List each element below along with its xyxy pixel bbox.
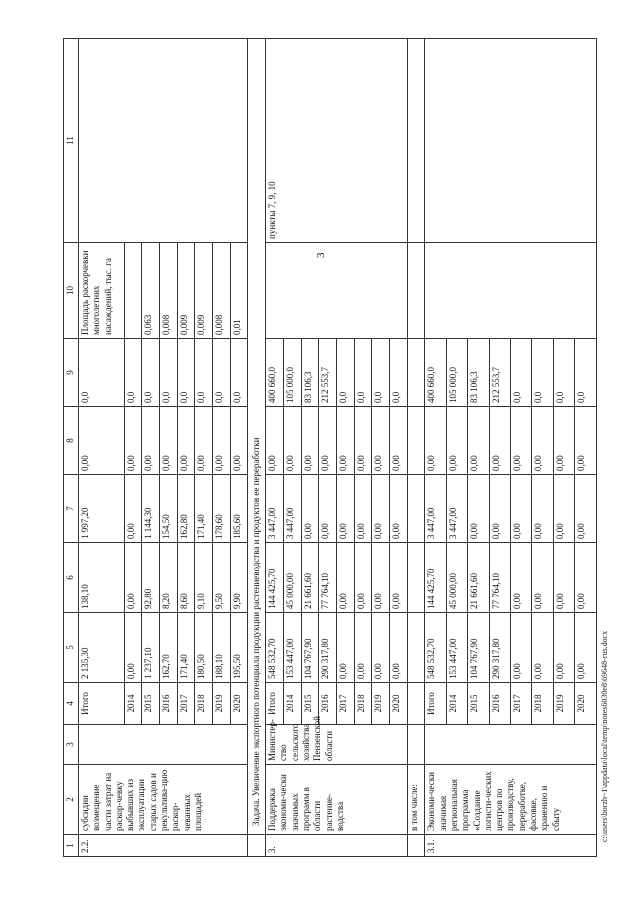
value-cell: 290 317,80	[489, 613, 510, 683]
col-header: 5	[64, 613, 79, 683]
value-cell: 0,00	[389, 407, 407, 475]
value-cell: 0,0	[354, 339, 372, 407]
value-cell: 0,00	[213, 407, 231, 475]
value-cell: 162,70	[160, 613, 178, 683]
value-cell: 154,50	[160, 475, 178, 543]
value-cell: 153 447,00	[446, 613, 467, 683]
indicator-cell: 0,009	[177, 243, 195, 339]
year-cell: 2015	[142, 683, 160, 725]
year-cell: 2018	[195, 683, 213, 725]
empty-cell	[407, 543, 425, 613]
year-cell: 2014	[283, 683, 301, 725]
col-header: 2	[64, 765, 79, 835]
value-cell: 45 000,00	[446, 543, 467, 613]
value-cell: 138,10	[79, 543, 125, 613]
value-cell: 0,00	[319, 475, 337, 543]
value-cell: 162,80	[177, 475, 195, 543]
value-cell: 1 144,30	[142, 475, 160, 543]
value-cell: 180,50	[195, 613, 213, 683]
year-cell: 2015	[468, 683, 489, 725]
value-cell: 0,0	[389, 339, 407, 407]
col-header: 4	[64, 683, 79, 725]
task-row	[248, 39, 266, 857]
value-cell: 0,00	[553, 475, 574, 543]
empty-cell	[407, 475, 425, 543]
year-cell: 2015	[301, 683, 319, 725]
value-cell: 0,00	[468, 407, 489, 475]
value-cell: 178,60	[213, 475, 231, 543]
year-cell: 2016	[489, 683, 510, 725]
value-cell: 0,00	[372, 407, 390, 475]
indicator-cell: 0,008	[160, 243, 178, 339]
value-cell: 0,00	[124, 543, 142, 613]
value-cell: 21 661,60	[301, 543, 319, 613]
value-cell: 0,00	[79, 407, 125, 475]
item-name: Поддержка экономи-чески значимых программ в области растение-водства	[266, 765, 408, 835]
item-name: субсидии возмещение части затрат на раскор-чевку выбывших из эксплуатации старых садов и рекультива-цию раскор-чеванных площадей	[79, 765, 248, 835]
value-cell: 0,00	[354, 613, 372, 683]
year-cell: 2014	[446, 683, 467, 725]
indicator-cell: Площадь раскорчевки многолетних насаждений, тыс. га	[79, 243, 125, 339]
value-cell: 144 425,70	[266, 543, 284, 613]
program-table	[63, 38, 597, 857]
value-cell: 0,00	[489, 475, 510, 543]
value-cell: 0,00	[425, 407, 446, 475]
year-cell: 2016	[319, 683, 337, 725]
value-cell: 0,00	[336, 543, 354, 613]
value-cell: 104 767,90	[468, 613, 489, 683]
value-cell: 0,00	[301, 475, 319, 543]
value-cell: 0,00	[142, 407, 160, 475]
value-cell: 3 447,00	[283, 475, 301, 543]
value-cell: 1 237,10	[142, 613, 160, 683]
empty-cell	[407, 725, 425, 765]
value-cell: 400 660,0	[425, 339, 446, 407]
value-cell: 105 000,0	[446, 339, 467, 407]
value-cell: 171,40	[177, 613, 195, 683]
col-header: 10	[64, 243, 79, 339]
value-cell: 0,00	[124, 407, 142, 475]
col-header: 6	[64, 543, 79, 613]
year-cell: 2017	[177, 683, 195, 725]
value-cell: 77 764,10	[319, 543, 337, 613]
year-cell: 2019	[372, 683, 390, 725]
value-cell: 0,00	[575, 407, 597, 475]
empty-cell	[407, 39, 425, 243]
value-cell: 0,00	[511, 407, 532, 475]
year-cell: Итого	[79, 683, 125, 725]
value-cell: 0,00	[301, 407, 319, 475]
column-number-row	[64, 39, 79, 857]
value-cell: 0,00	[511, 543, 532, 613]
item-name: Экономи-чески значимая региональная программа «Создание логисти-ческих центров по производству, переработке, фасовке, хранению и сбыту	[425, 765, 597, 835]
executor-cell	[425, 725, 597, 765]
year-cell: 2016	[160, 683, 178, 725]
value-cell: 0,00	[372, 613, 390, 683]
value-cell: 0,00	[195, 407, 213, 475]
executor-cell	[79, 725, 248, 765]
col-header: 9	[64, 339, 79, 407]
item-number: 3.1.	[425, 835, 597, 857]
note-cell	[425, 39, 597, 243]
task-heading: Задача. Увеличение экспортного потенциала продукции растениеводства и продуктов ее переработки	[248, 39, 266, 835]
value-cell: 185,60	[230, 475, 248, 543]
value-cell: 9,50	[213, 543, 231, 613]
item-number: 3.	[266, 835, 408, 857]
page-number: 3	[315, 252, 327, 258]
value-cell: 0,00	[553, 613, 574, 683]
note-cell: пункты 7, 9, 10	[266, 39, 408, 243]
value-cell: 77 764,10	[489, 543, 510, 613]
subtotal-label-row	[407, 39, 425, 857]
year-cell: 2019	[213, 683, 231, 725]
value-cell: 21 661,60	[468, 543, 489, 613]
value-cell: 0,00	[389, 475, 407, 543]
value-cell: 2 135,30	[79, 613, 125, 683]
rotated-table-page	[63, 39, 597, 857]
value-cell: 0,0	[160, 339, 178, 407]
col-header: 3	[64, 725, 79, 765]
value-cell: 0,0	[230, 339, 248, 407]
value-cell: 83 106,3	[301, 339, 319, 407]
year-cell: Итого	[266, 683, 284, 725]
executor-cell: Министер-ство сельского хозяйства Пензенской области	[266, 725, 408, 765]
value-cell: 188,10	[213, 613, 231, 683]
value-cell: 0,0	[124, 339, 142, 407]
year-cell: 2018	[532, 683, 553, 725]
col-header: 8	[64, 407, 79, 475]
value-cell: 0,0	[177, 339, 195, 407]
value-cell: 171,40	[195, 475, 213, 543]
value-cell: 105 000,0	[283, 339, 301, 407]
value-cell: 0,0	[79, 339, 125, 407]
table-row	[425, 39, 446, 857]
year-cell: 2020	[230, 683, 248, 725]
in-total-label: в том числе:	[407, 765, 425, 835]
value-cell: 8,20	[160, 543, 178, 613]
value-cell: 0,00	[336, 407, 354, 475]
item-number: 2.2.	[79, 835, 248, 857]
value-cell: 0,00	[468, 475, 489, 543]
value-cell: 3 447,00	[446, 475, 467, 543]
value-cell: 9,10	[195, 543, 213, 613]
value-cell: 1 997,20	[79, 475, 125, 543]
table-row	[79, 39, 125, 857]
file-path-footer: c:\users\borzh~1\appdata\local\temp\notes6030e8\69648-rus.docx	[600, 630, 609, 842]
year-cell: 2018	[354, 683, 372, 725]
value-cell: 0,00	[354, 407, 372, 475]
empty-cell	[407, 683, 425, 725]
indicator-cell	[266, 243, 408, 339]
value-cell: 0,00	[266, 407, 284, 475]
empty-cell	[407, 243, 425, 339]
value-cell: 0,0	[336, 339, 354, 407]
year-cell: 2020	[575, 683, 597, 725]
value-cell: 3 447,00	[266, 475, 284, 543]
value-cell: 0,00	[336, 613, 354, 683]
value-cell: 0,00	[553, 543, 574, 613]
value-cell: 0,00	[336, 475, 354, 543]
value-cell: 0,00	[372, 475, 390, 543]
value-cell: 0,00	[575, 613, 597, 683]
value-cell: 0,00	[575, 475, 597, 543]
year-cell: 2017	[336, 683, 354, 725]
table-row	[266, 39, 284, 857]
value-cell: 9,90	[230, 543, 248, 613]
value-cell: 3 447,00	[425, 475, 446, 543]
indicator-cell: 0,01	[230, 243, 248, 339]
value-cell: 0,0	[213, 339, 231, 407]
year-cell: 2020	[389, 683, 407, 725]
value-cell: 0,00	[124, 475, 142, 543]
value-cell: 153 447,00	[283, 613, 301, 683]
value-cell: 0,00	[532, 475, 553, 543]
value-cell: 45 000,00	[283, 543, 301, 613]
value-cell: 0,0	[142, 339, 160, 407]
note-cell	[79, 39, 248, 243]
value-cell: 0,00	[489, 407, 510, 475]
empty-cell	[407, 407, 425, 475]
year-cell: 2017	[511, 683, 532, 725]
value-cell: 0,00	[354, 475, 372, 543]
empty-cell	[407, 835, 425, 857]
value-cell: 92,80	[142, 543, 160, 613]
value-cell: 290 317,80	[319, 613, 337, 683]
empty-cell	[407, 339, 425, 407]
value-cell: 0,00	[532, 613, 553, 683]
value-cell: 0,00	[160, 407, 178, 475]
value-cell: 0,00	[354, 543, 372, 613]
value-cell: 104 767,90	[301, 613, 319, 683]
year-cell: Итого	[425, 683, 446, 725]
value-cell: 0,00	[177, 407, 195, 475]
col-header: 1	[64, 835, 79, 857]
value-cell: 0,00	[575, 543, 597, 613]
empty-cell	[407, 613, 425, 683]
value-cell: 0,0	[553, 339, 574, 407]
value-cell: 0,0	[575, 339, 597, 407]
value-cell: 0,00	[372, 543, 390, 613]
value-cell: 8,60	[177, 543, 195, 613]
value-cell: 0,0	[195, 339, 213, 407]
value-cell: 0,00	[532, 407, 553, 475]
indicator-cell	[425, 243, 597, 339]
value-cell: 0,0	[532, 339, 553, 407]
value-cell: 195,50	[230, 613, 248, 683]
year-cell: 2014	[124, 683, 142, 725]
task-num-cell	[248, 835, 266, 857]
value-cell: 144 425,70	[425, 543, 446, 613]
value-cell: 212 553,7	[489, 339, 510, 407]
value-cell: 0,00	[553, 407, 574, 475]
indicator-cell	[124, 243, 142, 339]
value-cell: 0,00	[124, 613, 142, 683]
value-cell: 0,00	[319, 407, 337, 475]
value-cell: 548 532,70	[425, 613, 446, 683]
value-cell: 0,00	[446, 407, 467, 475]
value-cell: 0,00	[283, 407, 301, 475]
value-cell: 83 106,3	[468, 339, 489, 407]
value-cell: 0,00	[389, 613, 407, 683]
col-header: 11	[64, 39, 79, 243]
value-cell: 0,0	[511, 339, 532, 407]
value-cell: 212 553,7	[319, 339, 337, 407]
value-cell: 548 532,70	[266, 613, 284, 683]
value-cell: 0,00	[532, 543, 553, 613]
year-cell: 2019	[553, 683, 574, 725]
value-cell: 0,00	[511, 475, 532, 543]
value-cell: 0,00	[511, 613, 532, 683]
value-cell: 400 660,0	[266, 339, 284, 407]
value-cell: 0,00	[230, 407, 248, 475]
col-header: 7	[64, 475, 79, 543]
indicator-cell: 0,009	[195, 243, 213, 339]
value-cell: 0,00	[389, 543, 407, 613]
value-cell: 0,0	[372, 339, 390, 407]
indicator-cell: 0,008	[213, 243, 231, 339]
indicator-cell: 0,063	[142, 243, 160, 339]
